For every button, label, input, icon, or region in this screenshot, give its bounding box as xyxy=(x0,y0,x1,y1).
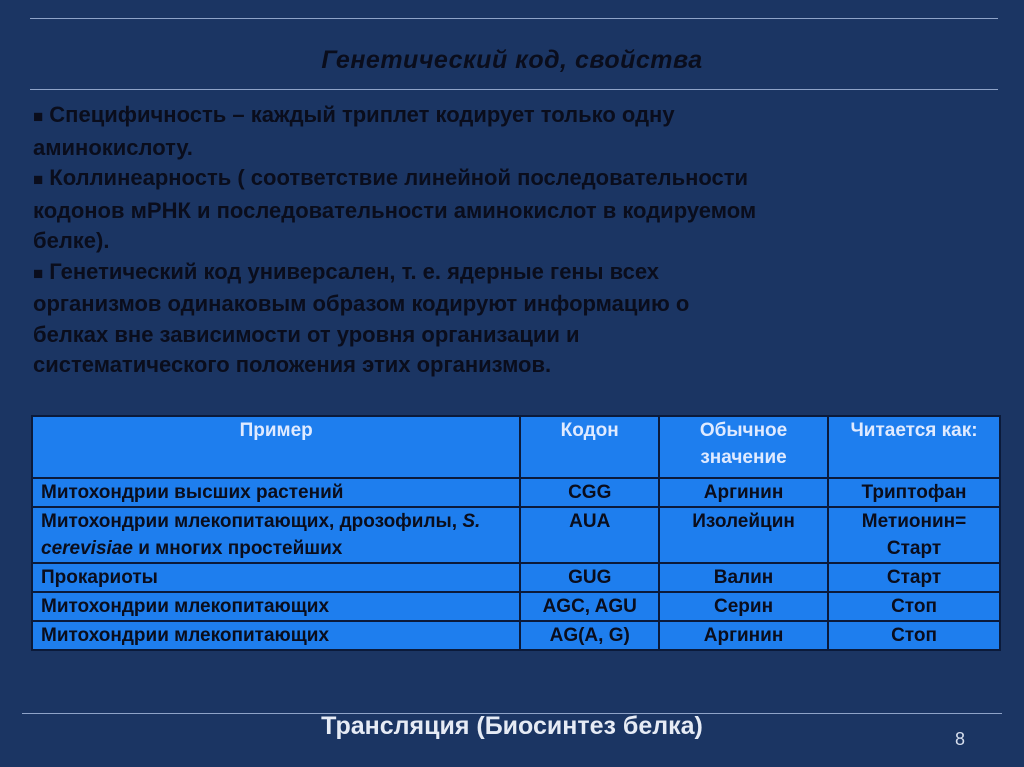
cell-usual: Валин xyxy=(659,563,828,592)
cell-usual: Серин xyxy=(659,592,828,621)
table-row xyxy=(32,563,1000,592)
table-row xyxy=(32,621,1000,650)
table-row xyxy=(32,507,1000,563)
bullet-specificity: ■ Специфичность – каждый триплет кодирует только одну аминокислоту. xyxy=(33,102,675,160)
species-name: S. cerevisiae xyxy=(41,511,481,559)
cell-usual: Аргинин xyxy=(659,478,828,507)
table-row xyxy=(32,478,1000,507)
bullet-square-icon: ■ xyxy=(33,263,44,283)
cell-usual: Изолейцин xyxy=(659,507,828,563)
cell-example: Митохондрии высших растений xyxy=(32,478,520,507)
cell-read-as: Триптофан xyxy=(828,478,1000,507)
cell-example: Митохондрии млекопитающих xyxy=(32,621,520,650)
cell-codon: AG(A, G) xyxy=(520,621,659,650)
cell-read-as: Стоп xyxy=(828,621,1000,650)
cell-example: Прокариоты xyxy=(32,563,520,592)
top-divider xyxy=(30,18,998,19)
header-usual-meaning: Обычное значение xyxy=(659,416,828,478)
table-row xyxy=(32,592,1000,621)
cell-codon: GUG xyxy=(520,563,659,592)
cell-read-as: Старт xyxy=(828,563,1000,592)
cell-usual: Аргинин xyxy=(659,621,828,650)
bullet-universality: ■ Генетический код универсален, т. е. ядерные гены всех организмов одинаковым образом кодируют информацию о белках вне зависимости от уровня организации и систематического положения этих организмов. xyxy=(33,258,690,377)
header-read-as: Читается как: xyxy=(828,416,1000,478)
cell-read-as: Метионин= Старт xyxy=(828,507,1000,563)
cell-read-as: Стоп xyxy=(828,592,1000,621)
bullet-collinearity: ■ Коллинеарность ( соответствие линейной последовательности кодонов мРНК и последовательности аминокислот в кодируемом белке). xyxy=(33,165,757,253)
slide-footer: Трансляция (Биосинтез белка) xyxy=(321,712,703,740)
table-header-row xyxy=(32,416,1000,478)
bullet-square-icon: ■ xyxy=(33,170,44,189)
slide-title: Генетический код, свойства xyxy=(321,46,703,74)
bullet-list xyxy=(33,100,1003,381)
cell-example: Митохондрии млекопитающих xyxy=(32,592,520,621)
cell-example: Митохондрии млекопитающих, дрозофилы, S. cerevisiae и многих простейших xyxy=(32,507,520,563)
header-codon: Кодон xyxy=(520,416,659,478)
cell-codon: CGG xyxy=(520,478,659,507)
cell-codon: AGC, AGU xyxy=(520,592,659,621)
bullet-square-icon: ■ xyxy=(33,107,44,126)
header-example: Пример xyxy=(32,416,520,478)
page-number: 8 xyxy=(954,729,965,749)
cell-codon: AUA xyxy=(520,507,659,563)
title-divider xyxy=(30,89,998,90)
codon-exceptions-table xyxy=(31,415,1001,651)
